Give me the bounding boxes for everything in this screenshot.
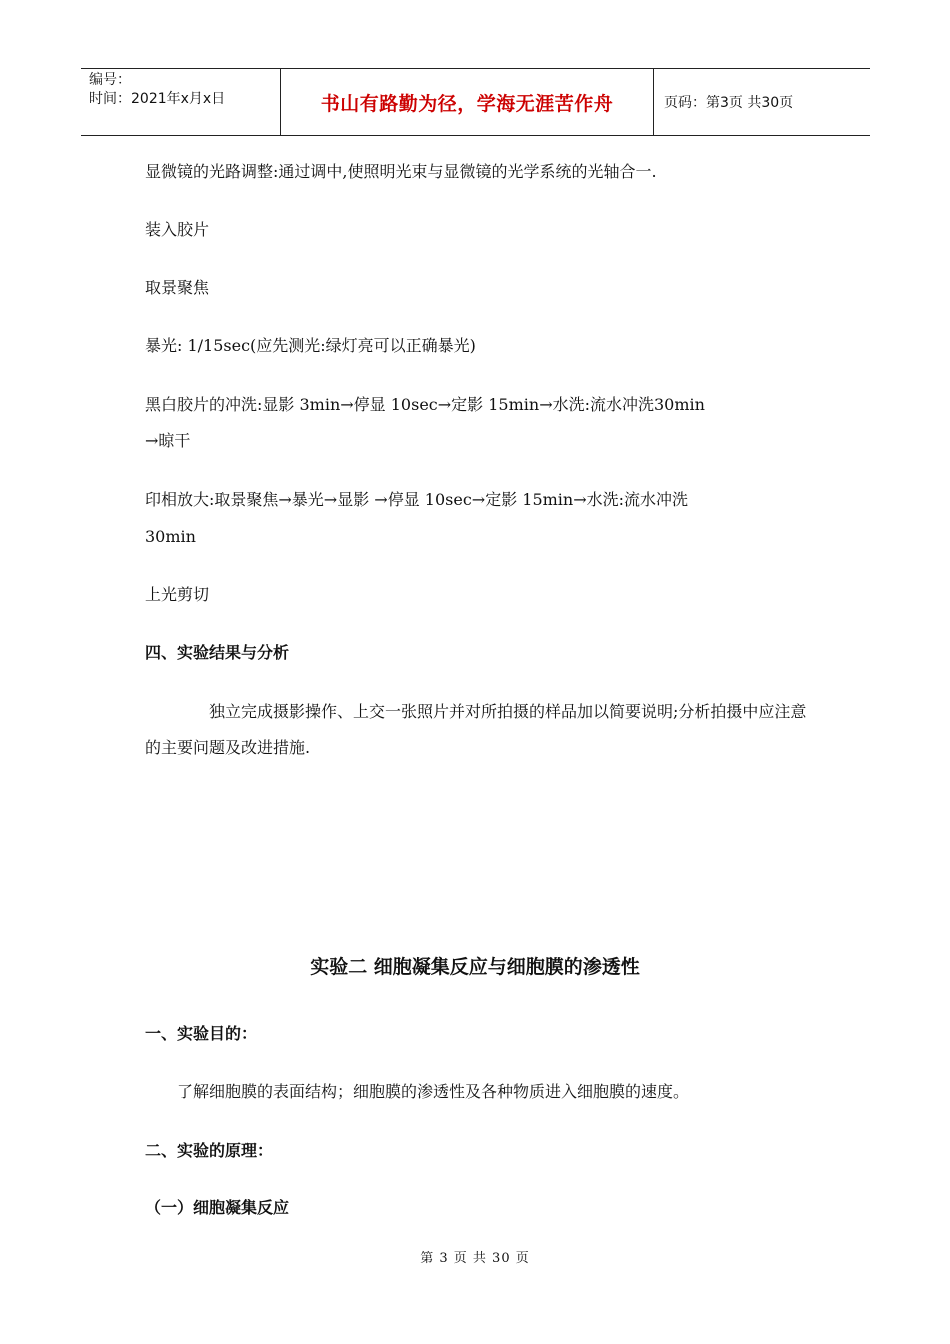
date-line: 时间：2021年x月x日 <box>89 91 226 107</box>
line-focus: 取景聚焦 <box>145 278 210 297</box>
line-load-film: 装入胶片 <box>145 220 210 239</box>
section1-text: 了解细胞膜的表面结构；细胞膜的渗透性及各种物质进入细胞膜的速度。 <box>177 1082 690 1101</box>
subsection1-heading: （一）细胞凝集反应 <box>145 1198 290 1217</box>
line-film-develop-cont: →晾干 <box>145 431 191 450</box>
line-gloss-cut: 上光剪切 <box>145 585 210 604</box>
line-print-enlarge-cont: 30min <box>145 527 196 546</box>
section4-heading: 四、实验结果与分析 <box>145 643 290 662</box>
page-header <box>81 68 870 136</box>
header-motto: 书山有路勤为径，学海无涯苦作舟 <box>281 69 654 135</box>
line-print-enlarge: 印相放大:取景聚焦→暴光→显影 →停显 10sec→定影 15min→水洗:流水冲洗 <box>145 490 689 509</box>
header-meta <box>81 69 281 135</box>
header-page-info: 页码：第3页 共30页 <box>664 95 794 111</box>
number-label: 编号： <box>89 72 131 88</box>
line-light-path: 显微镜的光路调整:通过调中,使照明光束与显微镜的光学系统的光轴合一. <box>145 162 657 181</box>
line-exposure: 暴光: 1/15sec(应先测光:绿灯亮可以正确暴光) <box>145 336 476 355</box>
line-film-develop: 黑白胶片的冲洗:显影 3min→停显 10sec→定影 15min→水洗:流水冲洗30min <box>145 395 705 414</box>
section1-heading: 一、实验目的： <box>145 1024 258 1043</box>
page-footer: 第 3 页 共 30 页 <box>420 1251 530 1266</box>
section2-heading: 二、实验的原理： <box>145 1141 274 1160</box>
experiment2-title: 实验二 细胞凝集反应与细胞膜的渗透性 <box>310 956 640 978</box>
section4-text: 独立完成摄影操作、上交一张照片并对所拍摄的样品加以简要说明;分析拍摄中应注意的主要问题及改进措施. <box>145 702 807 757</box>
